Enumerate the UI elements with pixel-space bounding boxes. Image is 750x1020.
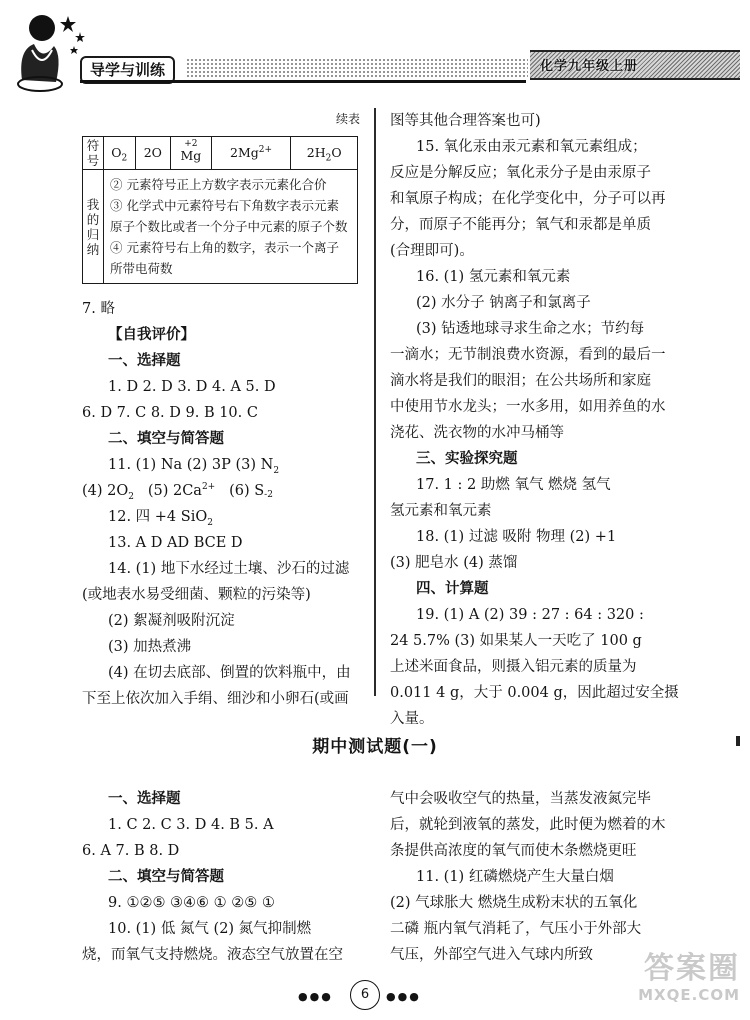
answer-line: 二磷 瓶内氧气消耗了，气压小于外部大 — [390, 921, 642, 937]
edge-mark — [736, 736, 740, 746]
midterm-left-column — [82, 786, 360, 968]
answer-line: 条提供高浓度的氧气而使木条燃烧更旺 — [390, 843, 637, 859]
answer-line: 11. (1) 红磷燃烧产生大量白烟 — [416, 869, 614, 885]
header-rule — [80, 80, 526, 83]
note: ② 元素符号正上方数字表示元素化合价 — [110, 177, 327, 192]
symbol-cell: $2H_2O$ — [291, 137, 358, 170]
answer-line: 后，就轮到液氧的蒸发，此时便为燃着的木 — [390, 817, 666, 833]
answer-line: 中使用节水龙头；一水多用，如用养鱼的水 — [390, 399, 666, 415]
answer-line: 0.011 4 g，大于 0.004 g，因此超过安全摄 — [390, 685, 679, 701]
answer-line: 气压，外部空气进入气球内所致 — [390, 947, 593, 963]
left-column — [82, 108, 360, 712]
answer-line: 13. A D AD BCE D — [108, 535, 243, 551]
answer-line: 6. A 7. B 8. D — [82, 843, 180, 859]
answer-line: 17. 1 : 2 助燃 氧气 燃烧 氢气 — [416, 477, 611, 493]
symbol-row — [83, 137, 358, 170]
answer-line: (2) 絮凝剂吸附沉淀 — [108, 613, 235, 629]
footer-dots-left-icon: ●●● — [298, 990, 333, 1003]
right-column — [390, 108, 679, 732]
section-title: 期中测试题(一) — [312, 737, 438, 757]
section-heading: 二、填空与简答题 — [108, 868, 224, 885]
symbol-cell: $O_2$ — [104, 137, 136, 170]
answer-line: 9. ①②⑤ ③④⑥ ① ②⑤ ① — [108, 895, 275, 911]
section-heading: 一、选择题 — [108, 790, 181, 807]
answer-line: 1. C 2. C 3. D 4. B 5. A — [108, 817, 274, 833]
answer-line: 分，而原子不能再分；氧气和汞都是单质 — [390, 217, 651, 233]
answer-line: 入量。 — [390, 711, 434, 727]
watermark — [610, 952, 740, 1012]
answer-line: 10. (1) 低 氮气 (2) 氮气抑制燃 — [108, 921, 312, 937]
summary-header: 我 的 归 纳 — [83, 170, 104, 284]
answer-line: (2) 水分子 钠离子和氯离子 — [416, 295, 591, 311]
answer-line: (3) 肥皂水 (4) 蒸馏 — [390, 555, 518, 571]
answer-line: 6. D 7. C 8. D 9. B 10. C — [82, 405, 258, 421]
answer-line: 1. D 2. D 3. D 4. A 5. D — [108, 379, 276, 395]
answer-line: 反应是分解反应；氧化汞分子是由汞原子 — [390, 165, 651, 181]
book-edition: 化学九年级上册 — [530, 50, 740, 80]
symbol-header: 符 号 — [83, 137, 104, 170]
section-heading: 【自我评价】 — [108, 326, 195, 343]
answer-line: 一滴水；无节制浪费水资源，看到的最后一 — [390, 347, 666, 363]
answer-line: 18. (1) 过滤 吸附 物理 (2) +1 — [416, 529, 617, 545]
answer-line: 上述米面食品，则摄入铝元素的质量为 — [390, 659, 637, 675]
answer-line: (3) 钻透地球寻求生命之水；节约每 — [416, 321, 645, 337]
continued-label: 续表 — [335, 112, 360, 126]
answer-line: 24 5.7% (3) 如果某人一天吃了 100 g — [390, 633, 642, 649]
answer-line: 烧，而氧气支持燃烧。液态空气放置在空 — [82, 947, 343, 963]
answer-line: (2) 气球胀大 燃烧生成粉末状的五氧化 — [390, 895, 638, 911]
answer-line: (3) 加热煮沸 — [108, 639, 192, 655]
answer-line: (4) $2O_2$ (5) $2Ca^{2+}$ (6) S -2 — [82, 482, 273, 502]
answer-line: 氢元素和氧元素 — [390, 503, 492, 519]
answer-line: 7. 略 — [82, 301, 115, 317]
section-heading: 三、实验探究题 — [416, 450, 518, 467]
note: ③ 化学式中元素符号右下角数字表示元素原子个数比或者一个分子中元素的原子个数 — [110, 198, 348, 234]
book-brand: 导学与训练 — [80, 56, 175, 84]
answer-line: 浇花、洗衣物的水冲马桶等 — [390, 425, 564, 441]
watermark-url: MXQE.COM — [638, 986, 740, 1004]
watermark-logo: 答案圈 — [644, 951, 740, 986]
answer-line: 下至上依次加入手绢、细沙和小卵石(或画 — [82, 691, 349, 707]
answer-line: 图等其他合理答案也可) — [390, 113, 541, 129]
summary-notes — [104, 170, 358, 284]
answer-line: (合理即可)。 — [390, 243, 474, 259]
note: ④ 元素符号右上角的数字，表示一个离子所带电荷数 — [110, 240, 339, 276]
page-header — [0, 0, 750, 110]
answer-line: 气中会吸收空气的热量，当蒸发液氮完毕 — [390, 791, 651, 807]
column-divider — [374, 108, 376, 696]
mascot-logo-icon — [12, 10, 88, 92]
symbol-cell: $2Mg^{2+}$ — [211, 137, 291, 170]
section-heading: 二、填空与简答题 — [108, 430, 224, 447]
answer-line: 15. 氧化汞由汞元素和氧元素组成； — [416, 139, 647, 155]
answer-line: 14. (1) 地下水经过土壤、沙石的过滤 — [108, 561, 350, 577]
symbol-cell: 2O — [135, 137, 171, 170]
answer-line: 11. (1) Na (2) 3P (3) $N_2$ — [108, 457, 280, 476]
footer-dots-right-icon: ●●● — [386, 990, 421, 1003]
midterm-right-column — [390, 786, 672, 968]
header-dotted-band — [186, 58, 528, 78]
page-number: 6 — [350, 980, 380, 1010]
answer-line: 19. (1) A (2) 39 : 27 : 64 : 320 : — [416, 607, 644, 623]
section-heading: 四、计算题 — [416, 580, 489, 597]
summary-row — [83, 170, 358, 284]
symbol-cell: +2 Mg — [171, 137, 211, 170]
answer-line: 16. (1) 氢元素和氧元素 — [416, 269, 571, 285]
symbol-table — [82, 136, 358, 284]
answer-line: (4) 在切去底部、倒置的饮料瓶中，由 — [108, 665, 351, 681]
answer-line: 12. 四 +4 SiO$_2$ — [108, 509, 213, 528]
answer-line: (或地表水易受细菌、颗粒的污染等) — [82, 587, 311, 603]
answer-line: 和氧原子构成；在化学变化中，分子可以再 — [390, 191, 666, 207]
section-heading: 一、选择题 — [108, 352, 181, 369]
answer-line: 滴水将是我们的眼泪；在公共场所和家庭 — [390, 373, 651, 389]
